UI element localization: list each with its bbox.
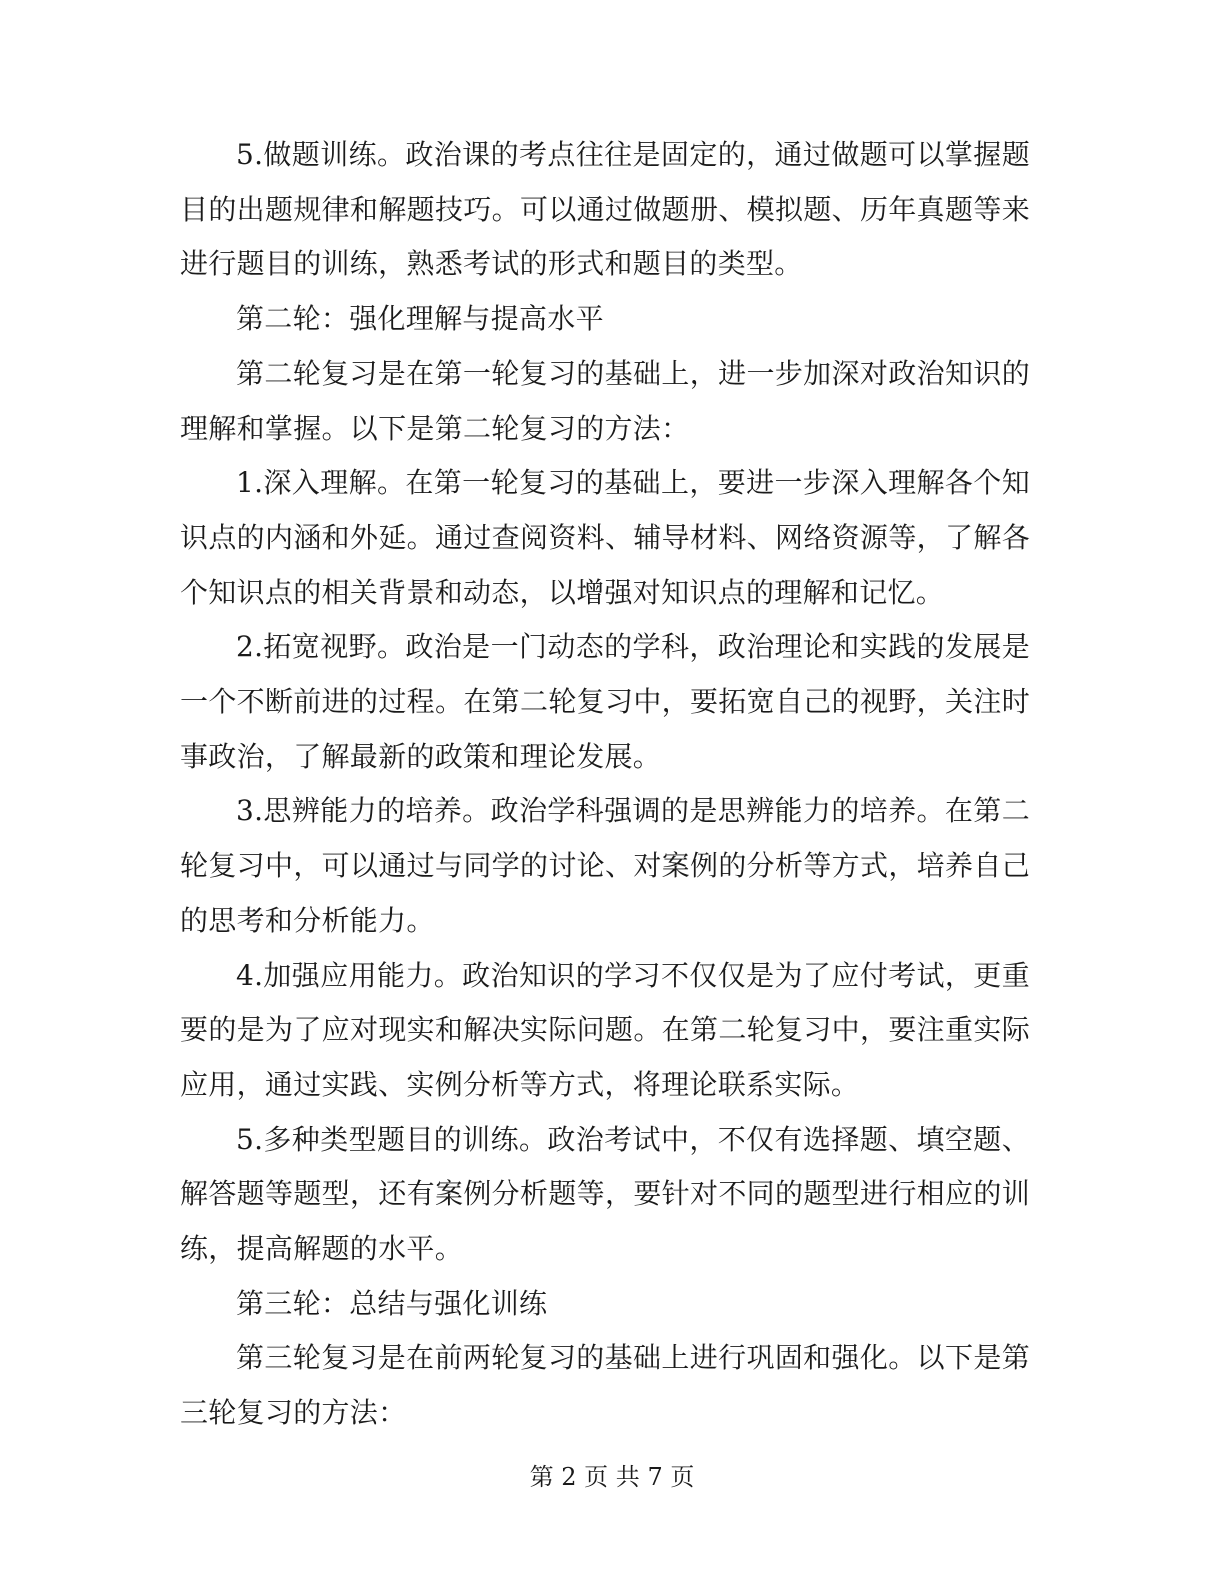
paragraph-deep-understanding: 1.深入理解。在第一轮复习的基础上，要进一步深入理解各个知识点的内涵和外延。通过查阅资料、辅导材料、网络资源等，了解各个知识点的相关背景和动态，以增强对知识点的理解和记忆。 <box>180 466 1030 609</box>
paragraph-round-three-intro: 第三轮复习是在前两轮复习的基础上进行巩固和强化。以下是第三轮复习的方法： <box>180 1341 1030 1430</box>
document-body <box>180 128 1030 1441</box>
paragraph-round-two-intro: 第二轮复习是在第一轮复习的基础上，进一步加深对政治知识的理解和掌握。以下是第二轮复习的方法： <box>180 356 1030 445</box>
paragraph-critical-thinking: 3.思辨能力的培养。政治学科强调的是思辨能力的培养。在第二轮复习中，可以通过与同学的讨论、对案例的分析等方式，培养自己的思考和分析能力。 <box>180 794 1030 937</box>
paragraph-practice-questions: 5.做题训练。政治课的考点往往是固定的，通过做题可以掌握题目的出题规律和解题技巧。可以通过做题册、模拟题、历年真题等来进行题目的训练，熟悉考试的形式和题目的类型。 <box>180 138 1030 281</box>
paragraph-application-ability: 4.加强应用能力。政治知识的学习不仅仅是为了应付考试，更重要的是为了应对现实和解决实际问题。在第二轮复习中，要注重实际应用，通过实践、实例分析等方式，将理论联系实际。 <box>180 958 1030 1101</box>
paragraph-broaden-horizons: 2.拓宽视野。政治是一门动态的学科，政治理论和实践的发展是一个不断前进的过程。在第二轮复习中，要拓宽自己的视野，关注时事政治，了解最新的政策和理论发展。 <box>180 630 1030 773</box>
page-number-footer: 第 2 页 共 7 页 <box>529 1463 695 1491</box>
heading-round-two: 第二轮：强化理解与提高水平 <box>236 302 604 336</box>
paragraph-question-types: 5.多种类型题目的训练。政治考试中，不仅有选择题、填空题、解答题等题型，还有案例分析题等，要针对不同的题型进行相应的训练，提高解题的水平。 <box>180 1122 1030 1266</box>
heading-round-three: 第三轮：总结与强化训练 <box>236 1286 548 1320</box>
